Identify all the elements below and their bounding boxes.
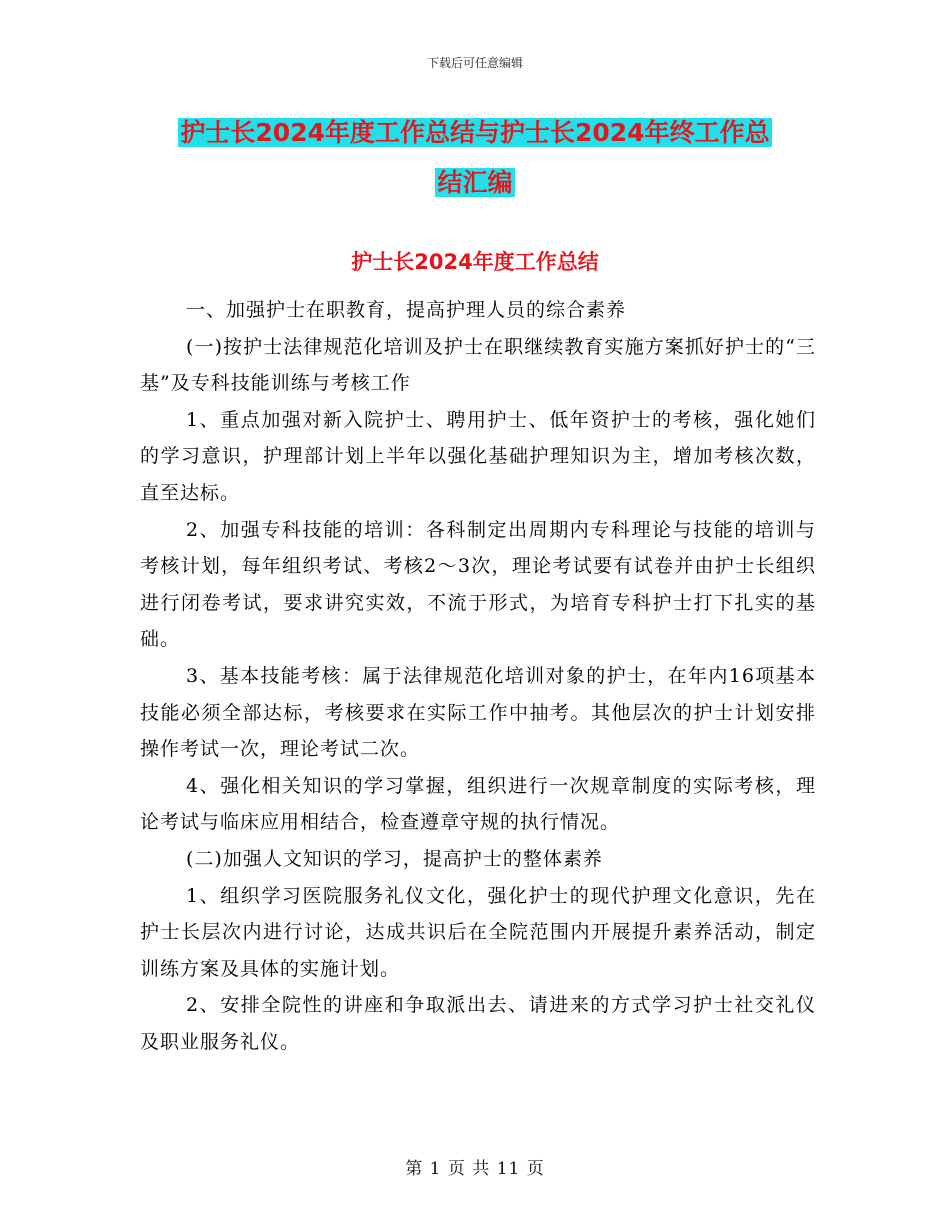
document-title	[0, 108, 950, 208]
section-title: 护士长2024年度工作总结	[351, 250, 599, 274]
document-title-line2: 结汇编	[437, 168, 513, 197]
page-footer: 第 1 页 共 11 页	[405, 1159, 545, 1179]
paragraph: 一、加强护士在职教育，提高护理人员的综合素养	[186, 299, 627, 321]
paragraph: 1、组织学习医院服务礼仪文化，强化护士的现代护理文化意识，先在护士长层次内进行讨论，达成共识后在全院范围内开展提升素养活动，制定训练方案及具体的实施计划。	[140, 884, 816, 980]
header-note: 下载后可任意编辑	[426, 56, 523, 70]
paragraph: 2、安排全院性的讲座和争取派出去、请进来的方式学习护士社交礼仪及职业服务礼仪。	[140, 994, 816, 1053]
paragraph: 2、加强专科技能的培训：各科制定出周期内专科理论与技能的培训与考核计划，每年组织考试、考核2～3次，理论考试要有试卷并由护士长组织进行闭卷考试，要求讲究实效，不流于形式，为培育专科护士打下扎实的基础。	[140, 518, 816, 651]
document-body	[140, 292, 816, 1060]
paragraph: (一)按护士法律规范化培训及护士在职继续教育实施方案抓好护士的“三基”及专科技能训练与考核工作	[140, 335, 816, 395]
paragraph: 1、重点加强对新入院护士、聘用护士、低年资护士的考核，强化她们的学习意识，护理部计划上半年以强化基础护理知识为主，增加考核次数，直至达标。	[140, 408, 816, 504]
document-title-line1: 护士长2024年度工作总结与护士长2024年终工作总	[180, 118, 770, 147]
paragraph: (二)加强人文知识的学习，提高护士的整体素养	[186, 847, 603, 870]
paragraph: 4、强化相关知识的学习掌握，组织进行一次规章制度的实际考核，理论考试与临床应用相结合，检查遵章守规的执行情况。	[140, 774, 816, 834]
paragraph: 3、基本技能考核：属于法律规范化培训对象的护士，在年内16项基本技能必须全部达标，考核要求在实际工作中抽考。其他层次的护士计划安排操作考试一次，理论考试二次。	[140, 664, 816, 761]
